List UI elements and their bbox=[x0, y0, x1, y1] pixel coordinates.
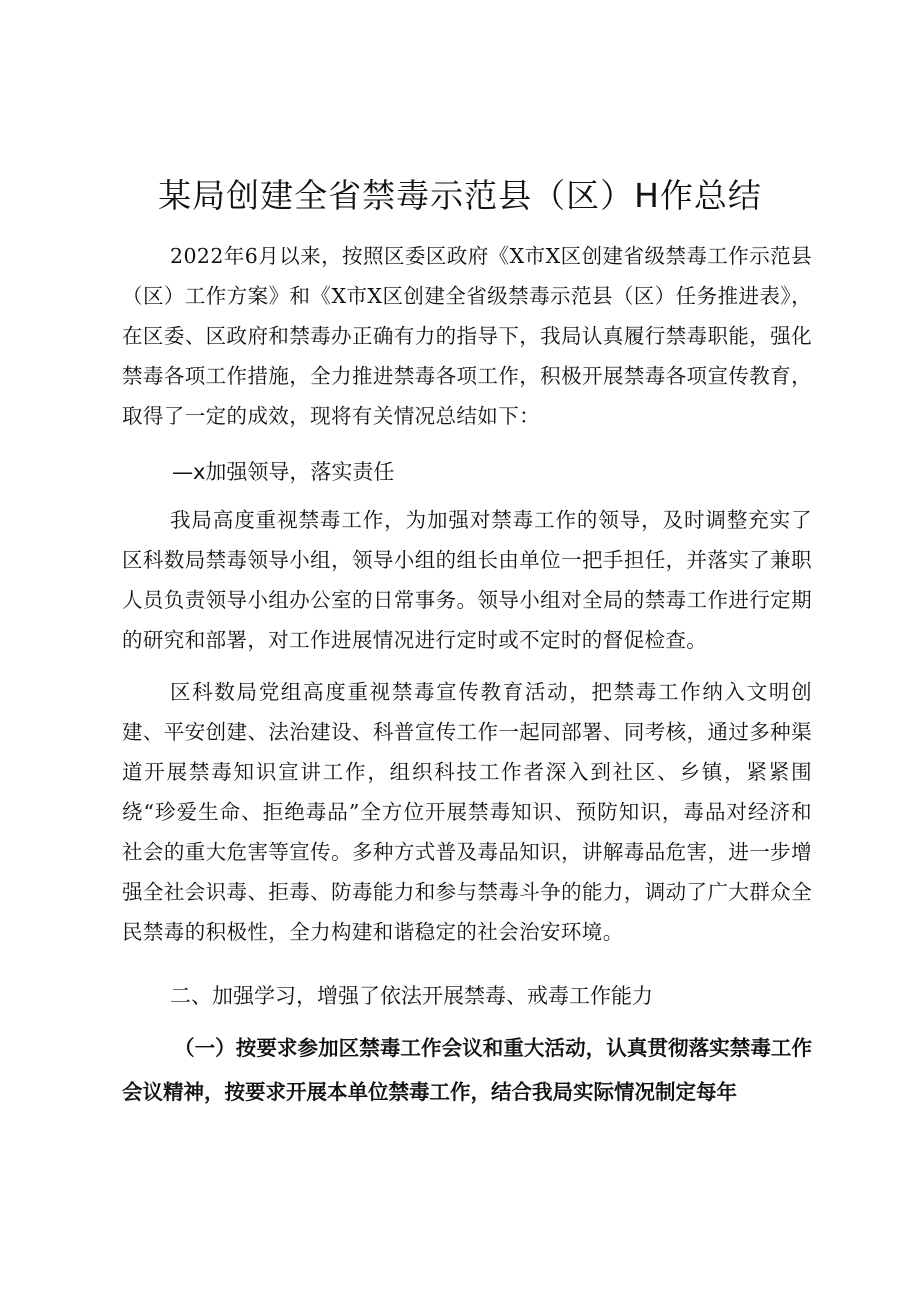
section-1-paragraph-2: 区科数局党组高度重视禁毒宣传教育活动，把禁毒工作纳入文明创建、平安创建、法治建设、科普宣传工作一起同部署、同考核，通过多种渠道开展禁毒知识宣讲工作，组织科技工作者深入到社区、乡镇，紧紧围绕“珍爱生命、拒绝毒品”全方位开展禁毒知识、预防知识，毒品对经济和社会的重大危害等宣传。多种方式普及毒品知识，讲解毒品危害，进一步增强全社会识毒、拒毒、防毒能力和参与禁毒斗争的能力，调动了广大群众全民禁毒的积极性，全力构建和谐稳定的社会治安环境。 bbox=[122, 680, 812, 944]
section-1-heading: —x加强领导，落实责任 bbox=[172, 460, 395, 484]
section-1-paragraph-1: 我局高度重视禁毒工作，为加强对禁毒工作的领导，及时调整充实了区科数局禁毒领导小组，领导小组的组长由单位一把手担任，并落实了兼职人员负责领导小组办公室的日常事务。领导小组对全局的禁毒工作进行定期的研究和部署，对工作进展情况进行定时或不定时的督促检查。 bbox=[122, 508, 812, 652]
section-2-subsection-1: （一）按要求参加区禁毒工作会议和重大活动，认真贯彻落实禁毒工作会议精神，按要求开展本单位禁毒工作，结合我局实际情况制定每年 bbox=[122, 1036, 812, 1104]
document-title: 某局创建全省禁毒示范县（区）H作总结 bbox=[158, 176, 762, 215]
intro-paragraph: 2022年6月以来，按照区委区政府《X市X区创建省级禁毒工作示范县（区）工作方案》和《X市X区创建全省级禁毒示范县（区）任务推进表》，在区委、区政府和禁毒办正确有力的指导下，我局认真履行禁毒职能，强化禁毒各项工作措施，全力推进禁毒各项工作，积极开展禁毒各项宣传教育，取得了一定的成效，现将有关情况总结如下： bbox=[122, 244, 812, 428]
section-2-heading: 二、加强学习，增强了依法开展禁毒、戒毒工作能力 bbox=[170, 984, 653, 1008]
